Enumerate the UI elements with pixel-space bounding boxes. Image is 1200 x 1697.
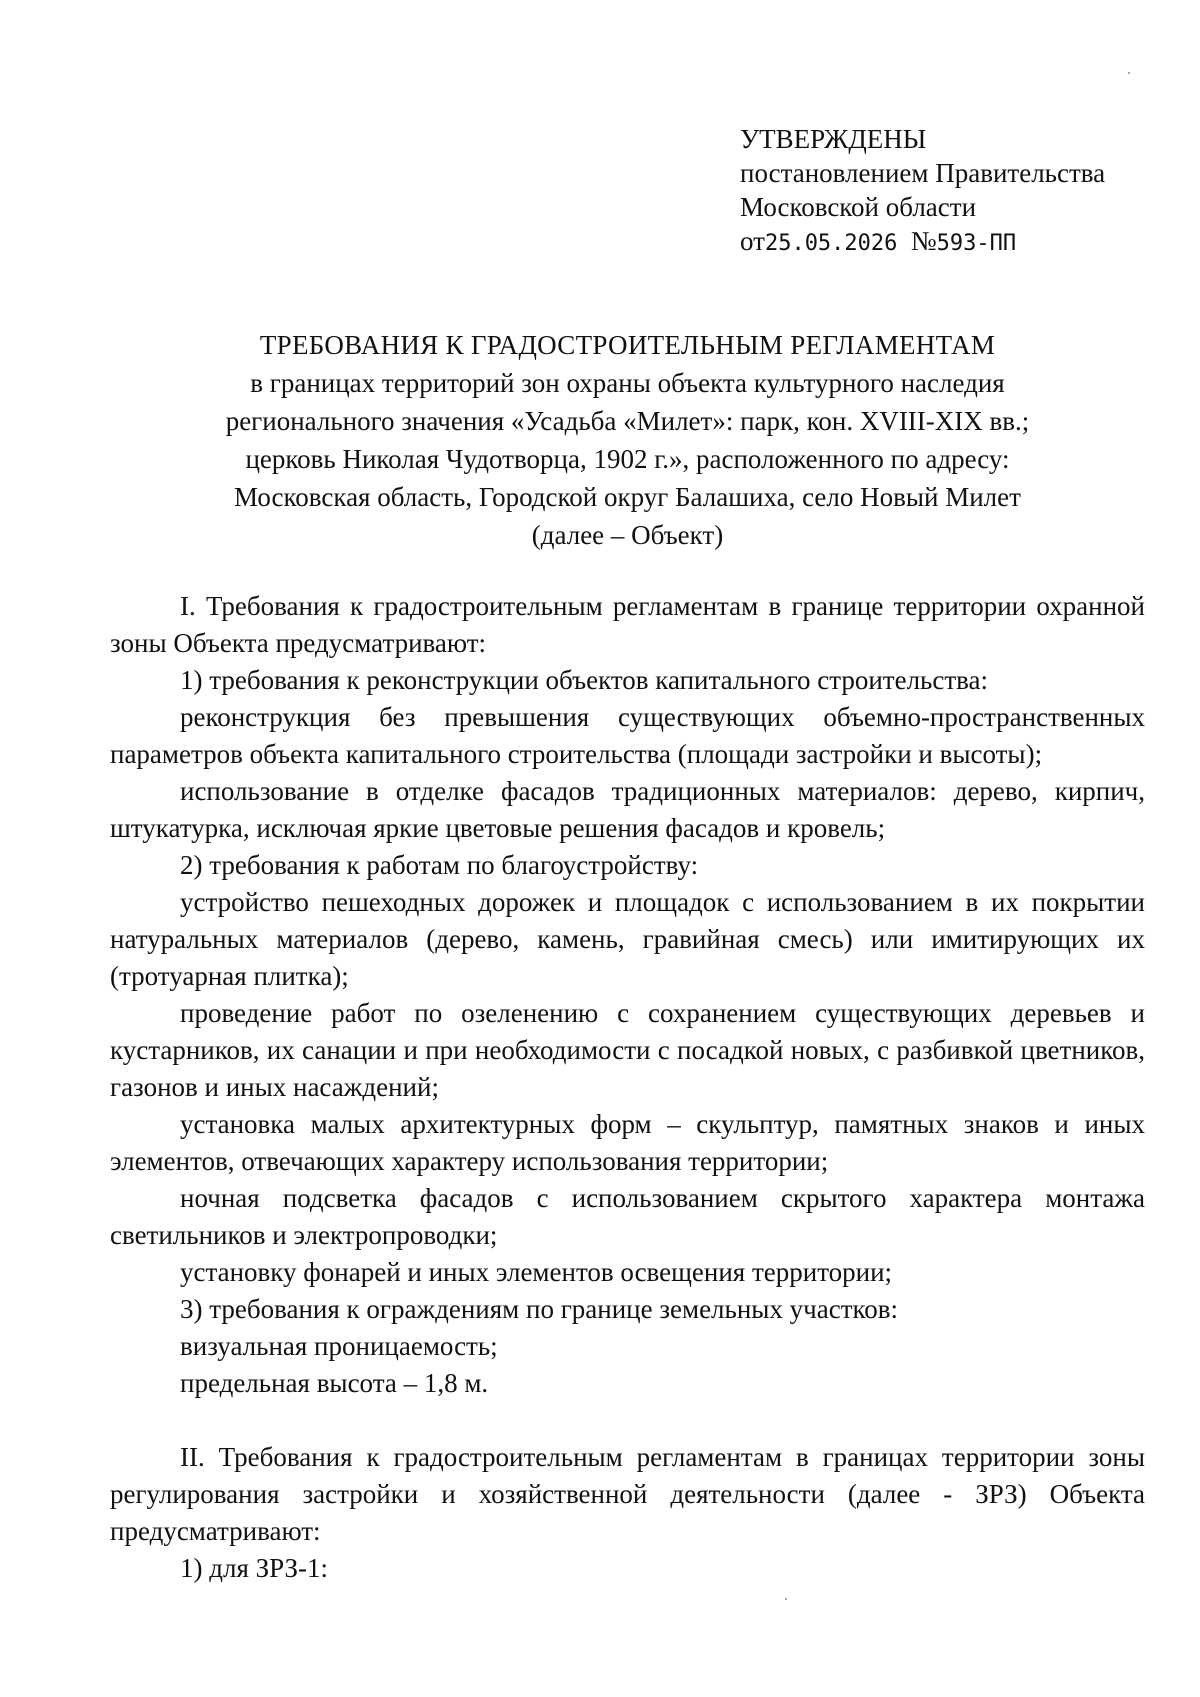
date-prefix: от [740, 226, 765, 256]
approval-stamp [740, 122, 1160, 261]
document-title [110, 326, 1145, 554]
title-line-5: (далее – Объект) [531, 520, 724, 550]
title-line-4: Московская область, Городской округ Балашиха, село Новый Милет [234, 482, 1021, 512]
section-1-item-1-heading: 1) требования к реконструкции объектов капитального строительства: [180, 665, 989, 695]
section-1-intro: I. Требования к градостроительным регламентам в границе территории охранной зоны Объекта предусматривают: [110, 591, 1145, 658]
scan-speck [1128, 72, 1130, 74]
section-1-item-3-paragraph: визуальная проницаемость; [180, 1331, 498, 1361]
section-1-item-3-paragraph: предельная высота – 1,8 м. [180, 1368, 489, 1398]
document-body [110, 588, 1145, 1587]
approval-date-number [740, 224, 1160, 261]
section-1-item-2-paragraph: установку фонарей и иных элементов освещения территории; [180, 1257, 893, 1287]
section-1-item-2-paragraph: ночная подсветка фасадов с использованием скрытого характера монтажа светильников и электропроводки; [110, 1183, 1145, 1250]
section-1-item-1-paragraph: использование в отделке фасадов традиционных материалов: дерево, кирпич, штукатурка, исключая яркие цветовые решения фасадов и кровель; [110, 776, 1145, 843]
section-2-item-1-heading: 1) для ЗРЗ-1: [180, 1553, 329, 1583]
title-line-3: церковь Николая Чудотворца, 1902 г.», расположенного по адресу: [245, 444, 1010, 474]
scan-speck [785, 1598, 787, 1600]
section-1-item-3-heading: 3) требования к ограждениям по границе земельных участков: [180, 1294, 899, 1324]
title-heading: ТРЕБОВАНИЯ К ГРАДОСТРОИТЕЛЬНЫМ РЕГЛАМЕНТАМ [259, 330, 996, 360]
approval-heading: УТВЕРЖДЕНЫ [740, 124, 927, 154]
section-1-item-2-paragraph: установка малых архитектурных форм – скульптур, памятных знаков и иных элементов, отвечающих характеру использования территории; [110, 1109, 1145, 1176]
title-line-1: в границах территорий зон охраны объекта культурного наследия [250, 368, 1005, 398]
section-1-item-2-heading: 2) требования к работам по благоустройству: [180, 850, 699, 880]
section-1-item-1-paragraph: реконструкция без превышения существующих объемно-пространственных параметров объекта капитального строительства (площади застройки и высоты); [110, 702, 1145, 769]
approval-issuer-line2: Московской области [740, 192, 977, 222]
approval-date: 25.05.2026 [764, 231, 898, 256]
section-gap [110, 1402, 1145, 1439]
section-1-item-2-paragraph: устройство пешеходных дорожек и площадок с использованием в их покрытии натуральных материалов (дерево, камень, гравийная смесь) или имитирующих их (тротуарная плитка); [110, 887, 1145, 991]
number-prefix: № [910, 226, 937, 256]
approval-issuer-line1: постановлением Правительства [740, 158, 1106, 188]
section-1-item-2-paragraph: проведение работ по озеленению с сохранением существующих деревьев и кустарников, их санации и при необходимости с посадкой новых, с разбивкой цветников, газонов и иных насаждений; [110, 998, 1145, 1102]
approval-number: 593-ПП [936, 231, 1017, 256]
section-2-intro: II. Требования к градостроительным регламентам в границах территории зоны регулирования застройки и хозяйственной деятельности (далее - ЗРЗ) Объекта предусматривают: [110, 1442, 1145, 1546]
title-line-2: регионального значения «Усадьба «Милет»: парк, кон. XVIII-XIX вв.; [225, 406, 1030, 436]
